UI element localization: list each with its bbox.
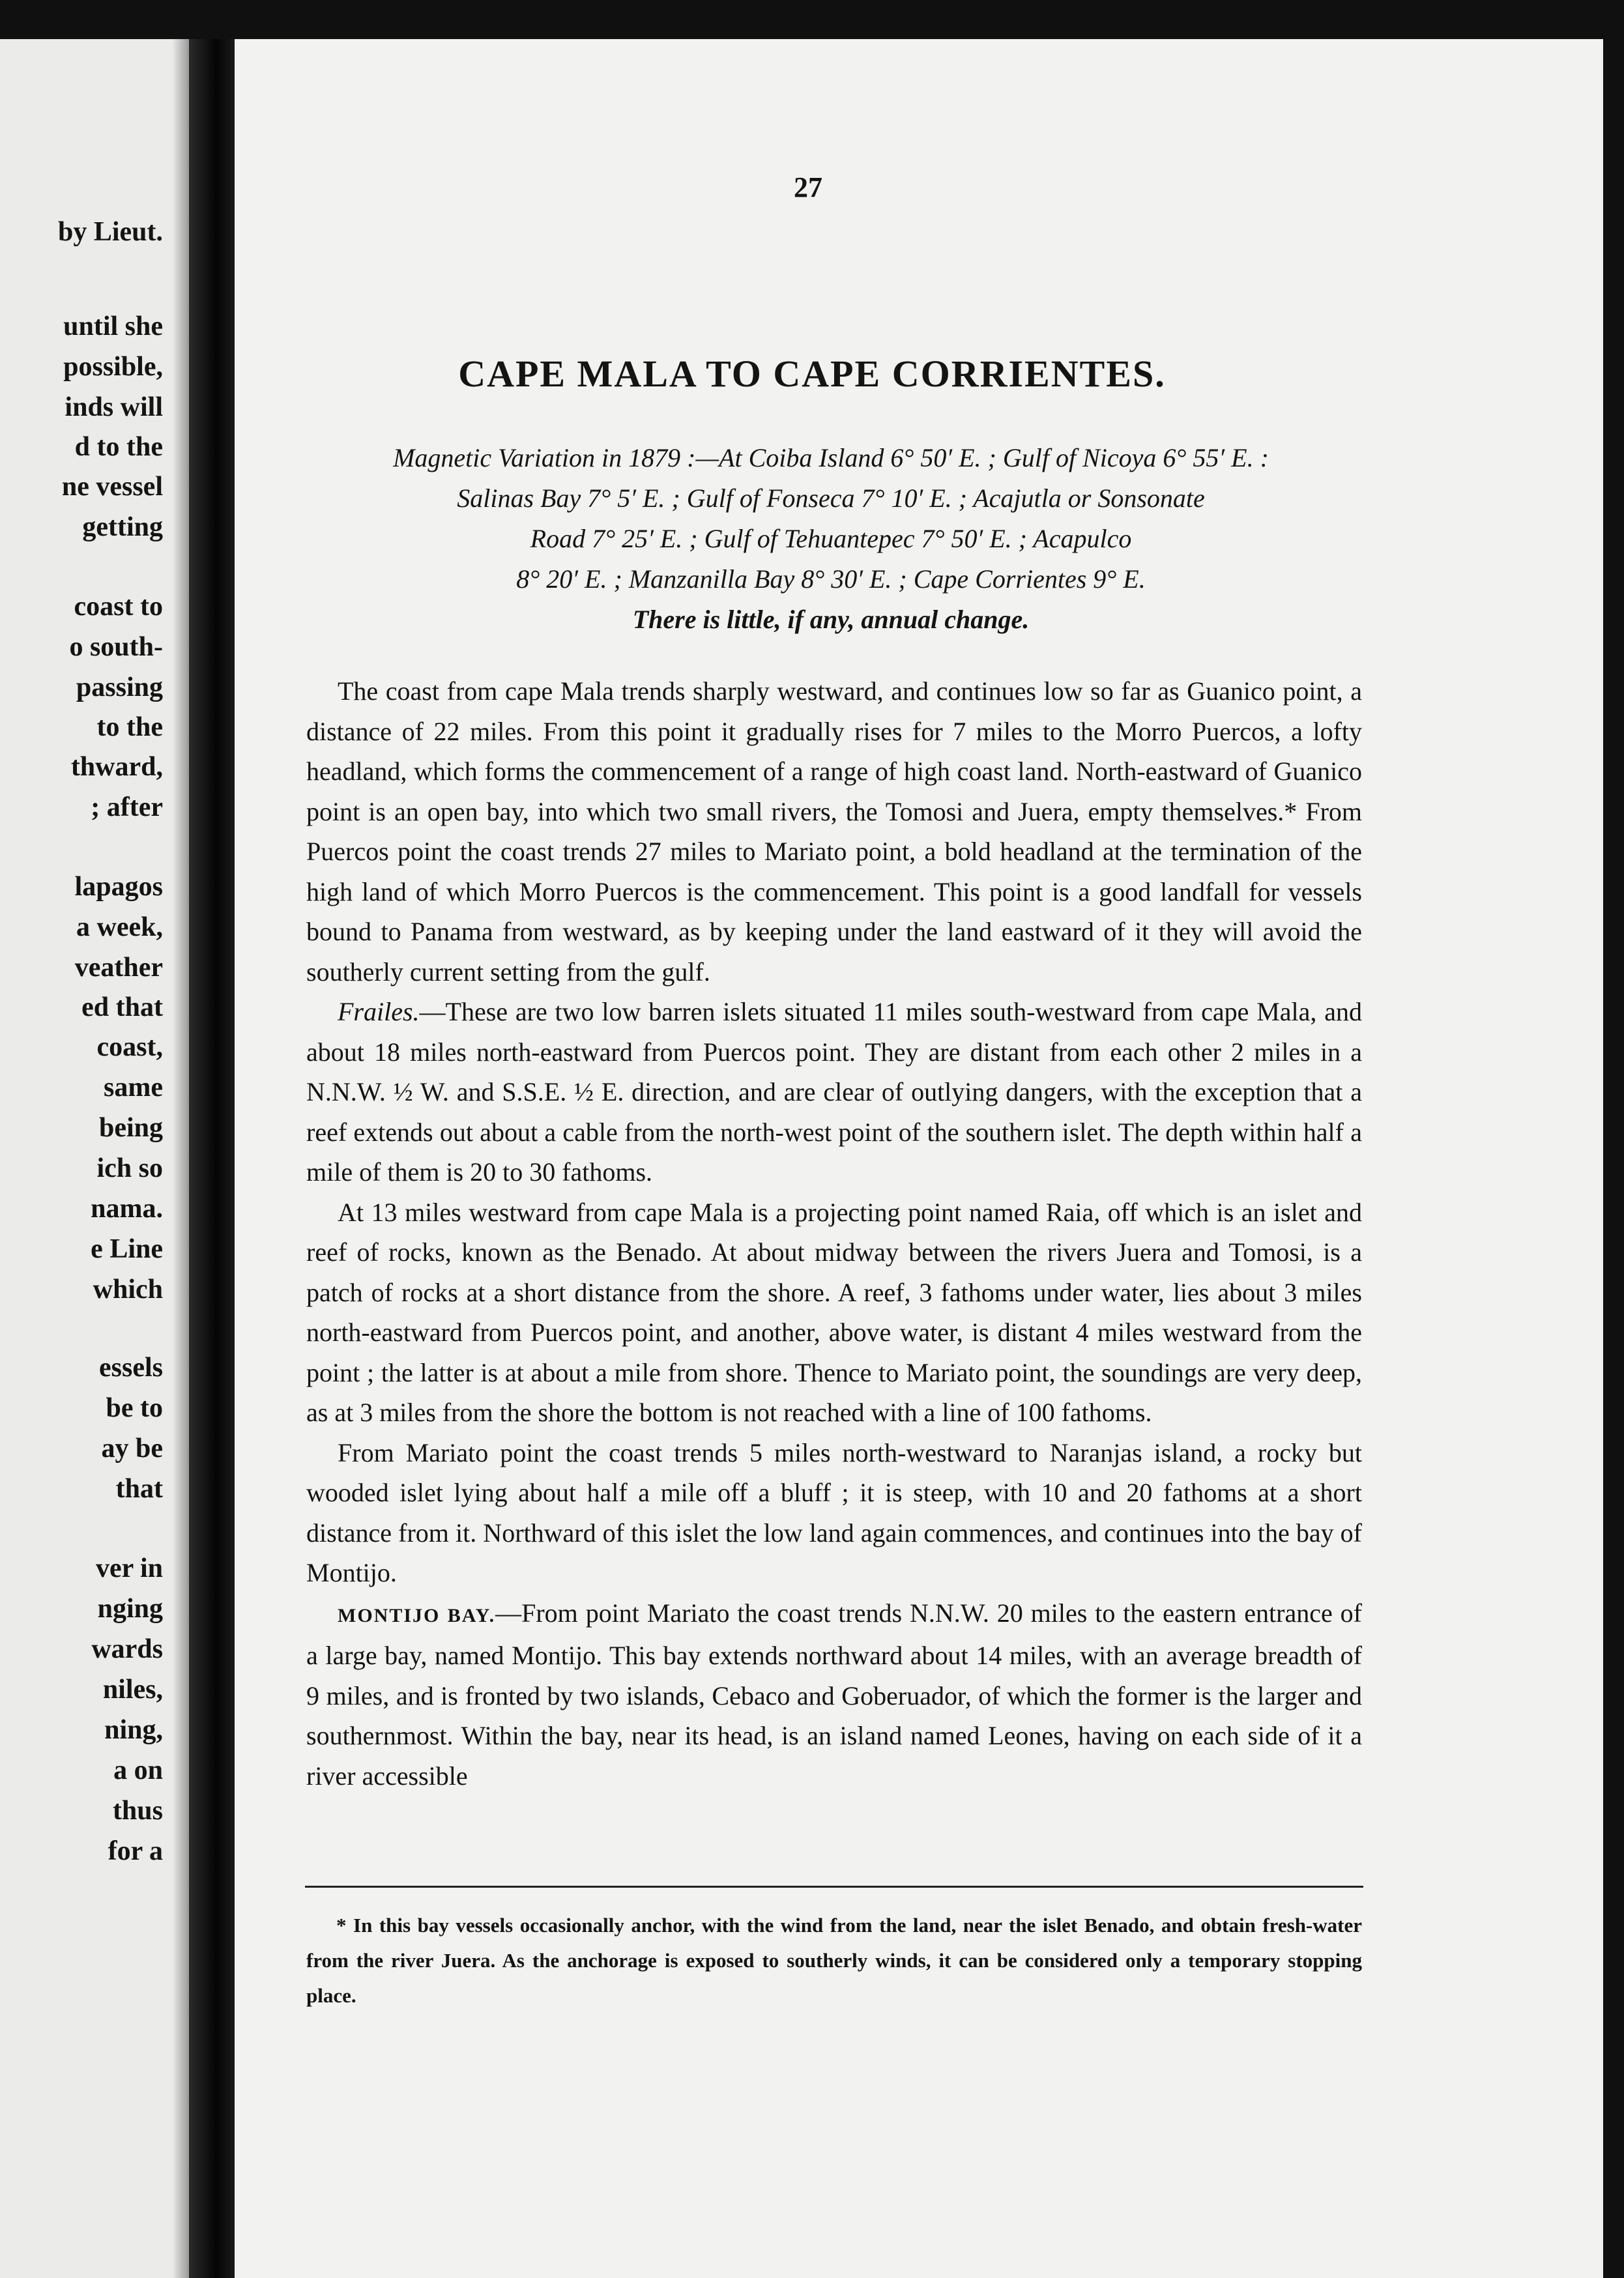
left-page-line-fragment: ich so (96, 1153, 163, 1183)
left-page-line-fragment: a week, (76, 912, 163, 942)
left-page-line-fragment: niles, (102, 1675, 163, 1705)
paragraph-frailes: Frailes.—These are two low barren islets situated 11 miles south-westward from cape Mala, and about 18 miles north-eastward from Puercos point. They are distant from each other 2 miles in a N.N.W. ½ W. and S.S.E. ½ E. direction, and are clear of outlying dangers, with the exception that a reef extends out about a cable from the north-west point of the southern islet. The depth within half a mile of them is 20 to 30 fathoms. (306, 997, 1362, 1187)
left-page-line-fragment: be to (106, 1393, 163, 1423)
paragraph-heading-montijo-bay: MONTIJO BAY. (338, 1604, 496, 1626)
left-page-line-fragment: thward, (70, 752, 163, 782)
left-page-line-fragment: to the (96, 712, 163, 742)
paragraph-coast: The coast from cape Mala trends sharply westward, and continues low so far as Guanico point, a distance of 22 miles. From this point it gradually rises for 7 miles to the Morro Puercos, a lofty headland, which forms the commencement of a range of high coast land. North-eastward of Guanico point is an open bay, into which two small rivers, the Tomosi and Juera, empty themselves.* From Puercos point the coast trends 27 miles to Mariato point, a bold headland at the termination of the high land of which Morro Puercos is the commencement. This point is a good landfall for vessels bound to Panama from westward, as by keeping under the land eastward of it they will avoid the southerly current setting from the gulf. (306, 676, 1362, 987)
left-page-line-fragment: ed that (81, 992, 163, 1022)
footnote: * In this bay vessels occasionally anchor, with the wind from the land, near the islet Benado, and obtain fresh-water from the river Juera. As the anchorage is exposed to southerly winds, it can be considered only a temporary stopping place. (306, 1914, 1362, 2007)
magnetic-variation-block (293, 438, 1369, 640)
left-page-line-fragment: until she (63, 311, 163, 341)
magnetic-variation-line: Salinas Bay 7° 5′ E. ; Gulf of Fonseca 7° 10′ E. ; Acajutla or Sonsonate (457, 483, 1205, 513)
left-page-line-fragment: same (104, 1073, 163, 1103)
left-page-line-fragment: ; after (91, 792, 163, 822)
left-page-line-fragment: ning, (104, 1715, 163, 1745)
magnetic-variation-line: Road 7° 25′ E. ; Gulf of Tehuantepec 7° 50′ E. ; Acapulco (530, 524, 1132, 553)
left-page-line-fragment: ne vessel (61, 472, 163, 502)
magnetic-variation-line: 8° 20′ E. ; Manzanilla Bay 8° 30′ E. ; Cape Corrientes 9° E. (516, 564, 1146, 594)
left-page-line-fragment: ay be (101, 1434, 163, 1463)
left-page-line-fragment: d to the (74, 432, 163, 462)
left-page-line-fragment: which (93, 1275, 163, 1305)
left-page-line-fragment: passing (76, 672, 163, 702)
left-page-line-fragment: lapagos (74, 872, 163, 902)
paragraph-montijo-bay: MONTIJO BAY.—From point Mariato the coast trends N.N.W. 20 miles to the eastern entrance of a large bay, named Montijo. This bay extends northward about 14 miles, with an average breadth of 9 miles, and is fronted by two islands, Cebaco and Goberuador, of which the former is the larger and southernmost. Within the bay, near its head, is an island named Leones, having on each side of it a river accessible (306, 1598, 1362, 1791)
left-page-line-fragment: thus (112, 1796, 163, 1826)
left-page-line-fragment: being (98, 1113, 163, 1143)
left-page-line-fragment: e Line (91, 1234, 163, 1264)
left-page-line-fragment: o south- (69, 632, 163, 662)
left-page-line-fragment: nging (97, 1594, 163, 1624)
left-page-line-fragment: for a (108, 1836, 163, 1866)
left-page-line-fragment: getting (82, 512, 163, 542)
section-title: CAPE MALA TO CAPE CORRIENTES. (458, 353, 1166, 395)
left-page-line-fragment: nama. (91, 1194, 163, 1224)
paragraph-naranjas: From Mariato point the coast trends 5 miles north-westward to Naranjas island, a rocky but wooded islet lying about half a mile off a bluff ; it is steep, with 10 and 20 fathoms at a short distance from it. Northward of this islet the low land again commences, and continues into the bay of Montijo. (306, 1437, 1362, 1587)
left-page-line-fragment: a on (113, 1755, 163, 1785)
left-page-line-fragment: possible, (63, 352, 163, 382)
left-page-line-fragment: essels (99, 1353, 163, 1383)
left-page-line-fragment: ver in (95, 1553, 163, 1583)
paragraph-raia: At 13 miles westward from cape Mala is a projecting point named Raia, off which is an islet and reef of rocks, known as the Benado. At about midway between the rivers Juera and Tomosi, is a patch of rocks at a short distance from the shore. A reef, 3 fathoms under water, lies about 3 miles north-eastward from Puercos point, and another, above water, is distant 4 miles westward from the point ; the latter is at about a mile from shore. Thence to Mariato point, the soundings are very deep, as at 3 miles from the shore the bottom is not reached with a line of 100 fathoms. (306, 1197, 1362, 1427)
left-page-line-fragment: inds will (65, 392, 163, 422)
left-page-line-fragment: coast to (74, 592, 163, 622)
left-page-line-fragment: by Lieut. (57, 217, 163, 247)
magnetic-variation-line: Magnetic Variation in 1879 :—At Coiba Island 6° 50′ E. ; Gulf of Nicoya 6° 55′ E. : (393, 443, 1269, 472)
body-text (306, 671, 1362, 1796)
left-page-line-fragment: veather (74, 953, 163, 983)
left-page-line-fragment: that (115, 1474, 163, 1504)
paragraph-heading-frailes: Frailes. (338, 997, 420, 1026)
left-page-line-fragment: coast, (96, 1032, 163, 1062)
left-page-line-fragment: wards (91, 1634, 163, 1664)
magnetic-variation-note: There is little, if any, annual change. (632, 605, 1030, 634)
page-number: 27 (794, 171, 822, 203)
footnote-divider (305, 1886, 1363, 1888)
